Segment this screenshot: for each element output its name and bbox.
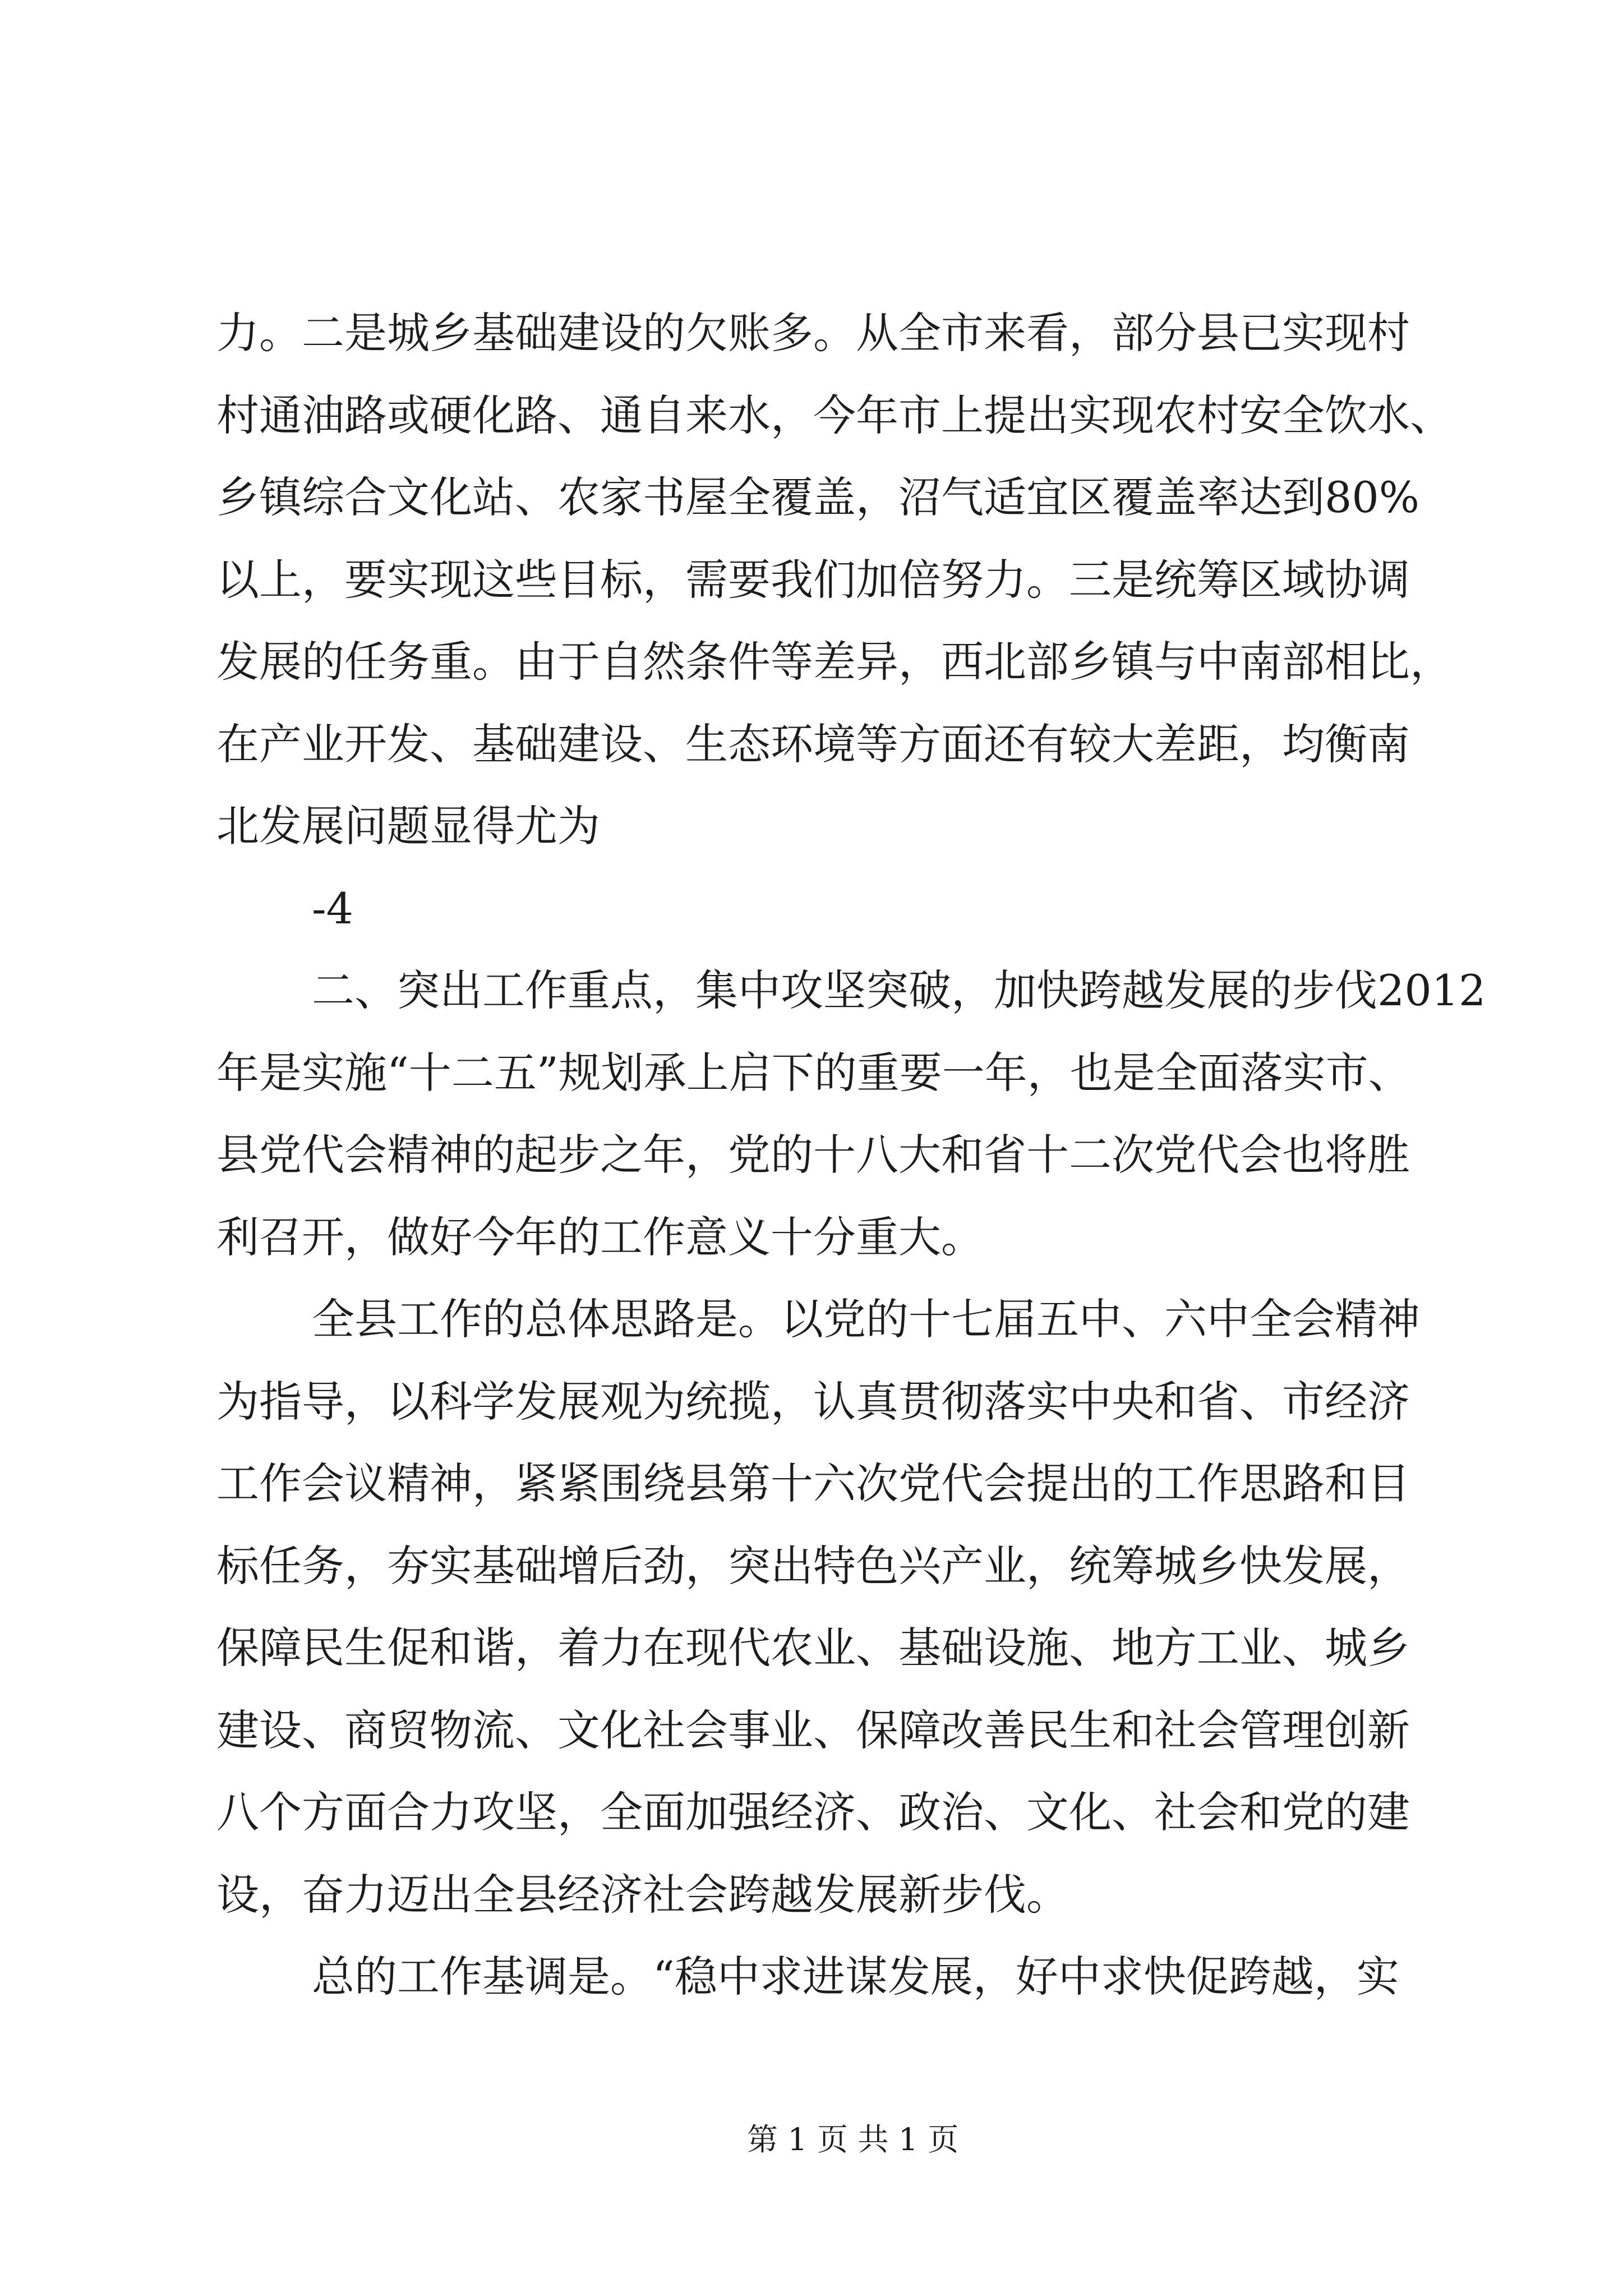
- document-body: [216, 292, 1506, 2018]
- text-line: 建设、商贸物流、文化社会事业、保障改善民生和社会管理创新: [216, 1705, 1410, 1755]
- paragraph: [216, 1278, 1506, 1936]
- text-line: 为指导，以科学发展观为统揽，认真贯彻落实中央和省、市经济: [216, 1376, 1410, 1427]
- text-line: 总的工作基调是。“稳中求进谋发展，好中求快促跨越，实: [312, 1952, 1399, 2001]
- text-line: 力。二是城乡基础建设的欠账多。从全市来看，部分县已实现村: [216, 308, 1410, 358]
- text-line: -4: [312, 883, 354, 933]
- text-line: 在产业开发、基础建设、生态环境等方面还有较大差距，均衡南: [216, 719, 1410, 769]
- page-number-footer: 第 1 页 共 1 页: [747, 2122, 959, 2157]
- section-heading-paragraph: [216, 950, 1506, 1278]
- text-line: 全县工作的总体思路是。以党的十七届五中、六中全会精神: [312, 1294, 1420, 1344]
- text-line: 年是实施“十二五”规划承上启下的重要一年，也是全面落实市、: [216, 1047, 1411, 1098]
- text-line: 乡镇综合文化站、农家书屋全覆盖，沼气适宜区覆盖率达到80%: [216, 472, 1419, 522]
- text-line: 县党代会精神的起步之年，党的十八大和省十二次党代会也将胜: [216, 1130, 1410, 1180]
- text-line: 发展的任务重。由于自然条件等差异，西北部乡镇与中南部相比，: [216, 637, 1453, 687]
- text-line: 设，奋力迈出全县经济社会跨越发展新步伐。: [216, 1869, 1069, 1920]
- text-line: 北发展问题显得尤为: [216, 801, 600, 851]
- text-line: 二、突出工作重点，集中攻坚突破，加快跨越发展的步伐2012: [312, 965, 1486, 1015]
- text-line: 标任务，夯实基础增后劲，突出特色兴产业，统筹城乡快发展，: [216, 1540, 1410, 1591]
- text-line: 工作会议精神，紧紧围绕县第十六次党代会提出的工作思路和目: [216, 1458, 1410, 1508]
- text-line: 以上，要实现这些目标，需要我们加倍努力。三是统筹区域协调: [216, 554, 1410, 605]
- page-marker: [216, 868, 1506, 950]
- text-line: 保障民生促和谐，着力在现代农业、基础设施、地方工业、城乡: [216, 1623, 1410, 1673]
- paragraph-continued: [216, 292, 1506, 868]
- text-line: 村通油路或硬化路、通自来水，今年市上提出实现农村安全饮水、: [216, 390, 1453, 440]
- paragraph: [216, 1936, 1506, 2018]
- text-line: 八个方面合力攻坚，全面加强经济、政治、文化、社会和党的建: [216, 1787, 1410, 1837]
- text-line: 利召开，做好今年的工作意义十分重大。: [216, 1212, 984, 1262]
